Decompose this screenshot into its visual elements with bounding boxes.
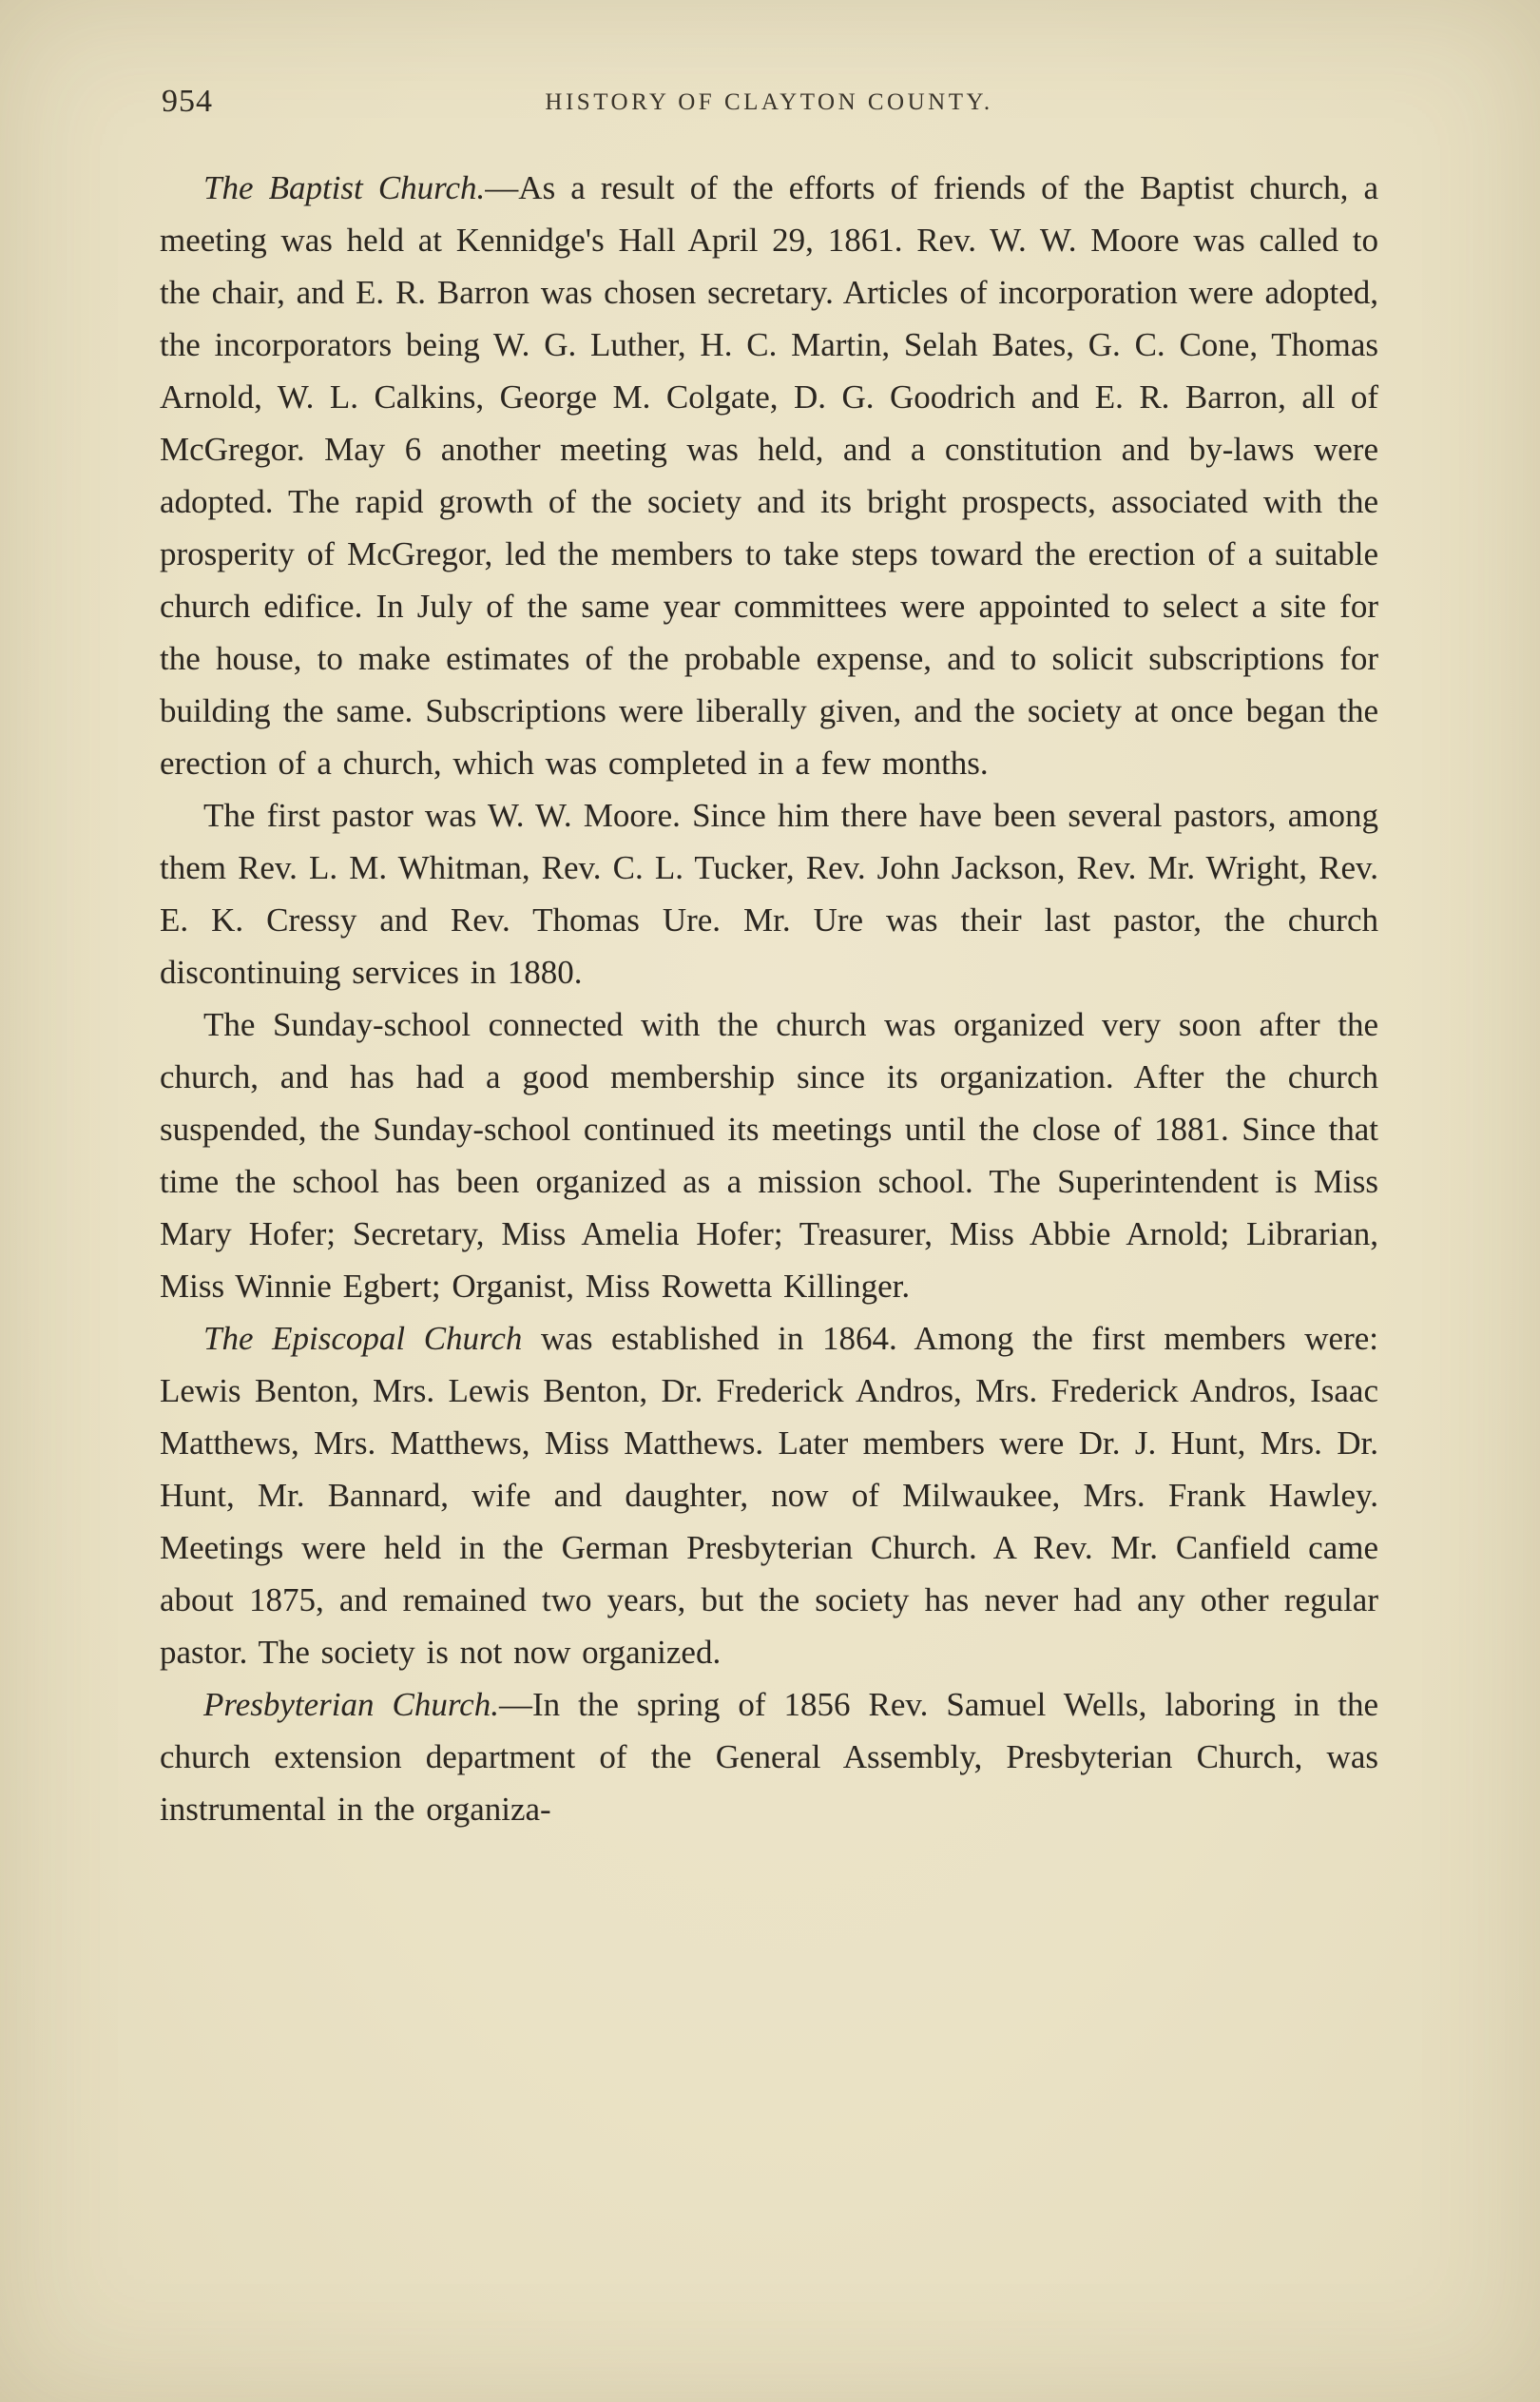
running-header: HISTORY OF CLAYTON COUNTY. [545,89,993,115]
paragraph-pastors [160,789,1378,998]
paragraph-text: —In the spring of 1856 Rev. Samuel Wells, laboring in the church extension department of the General Assembly, Presbyterian Church, was instrumental in the organiza- [160,1686,1378,1828]
paragraph-presbyterian-church [160,1678,1378,1835]
paragraph-lead-italic: The Baptist Church. [203,169,486,206]
page-body [160,162,1378,1835]
paragraph-baptist-church [160,162,1378,789]
page-number: 954 [162,84,213,119]
paragraph-lead-italic: Presbyterian Church. [203,1686,499,1723]
paragraph-sunday-school [160,998,1378,1312]
page-header [160,84,1378,129]
paragraph-lead-italic: The Episcopal Church [203,1320,523,1357]
paragraph-text: was established in 1864. Among the first members were: Lewis Benton, Mrs. Lewis Benton, Dr. Frederick Andros, Mrs. Frederick Andros, Isaac Matthews, Mrs. Matthews, Miss Matthews. Later members were Dr. J. Hunt, Mrs. Dr. Hunt, Mr. Bannard, wife and daughter, now of Milwaukee, Mrs. Frank Hawley. Meetings were held in the German Presbyterian Church. A Rev. Mr. Canfield came about 1875, and remained two years, but the society has never had any other regular pastor. The society is not now organized. [160,1320,1379,1671]
paragraph-text: The Sunday-school connected with the church was organized very soon after the church, and has had a good membership since its organization. After the church suspended, the Sunday-school continued its meetings until the close of 1881. Since that time the school has been organized as a mission school. The Superintendent is Miss Mary Hofer; Secretary, Miss Amelia Hofer; Treasurer, Miss Abbie Arnold; Librarian, Miss Winnie Egbert; Organist, Miss Rowetta Killinger. [160,1006,1378,1305]
paragraph-episcopal-church [160,1312,1378,1678]
paragraph-text: The first pastor was W. W. Moore. Since him there have been several pastors, among them Rev. L. M. Whitman, Rev. C. L. Tucker, Rev. John Jackson, Rev. Mr. Wright, Rev. E. K. Cressy and Rev. Thomas Ure. Mr. Ure was their last pastor, the church discontinuing services in 1880. [160,797,1378,991]
paragraph-text: —As a result of the efforts of friends of the Baptist church, a meeting was held at Kennidge's Hall April 29, 1861. Rev. W. W. Moore was called to the chair, and E. R. Barron was chosen secretary. Articles of incorporation were adopted, the incorporators being W. G. Luther, H. C. Martin, Selah Bates, G. C. Cone, Thomas Arnold, W. L. Calkins, George M. Colgate, D. G. Goodrich and E. R. Barron, all of McGregor. May 6 another meeting was held, and a constitution and by-laws were adopted. The rapid growth of the society and its bright prospects, associated with the prosperity of McGregor, led the members to take steps toward the erection of a suitable church edifice. In July of the same year committees were appointed to select a site for the house, to make estimates of the probable expense, and to solicit subscriptions for building the same. Subscriptions were liberally given, and the society at once began the erection of a church, which was completed in a few months. [160,169,1379,782]
